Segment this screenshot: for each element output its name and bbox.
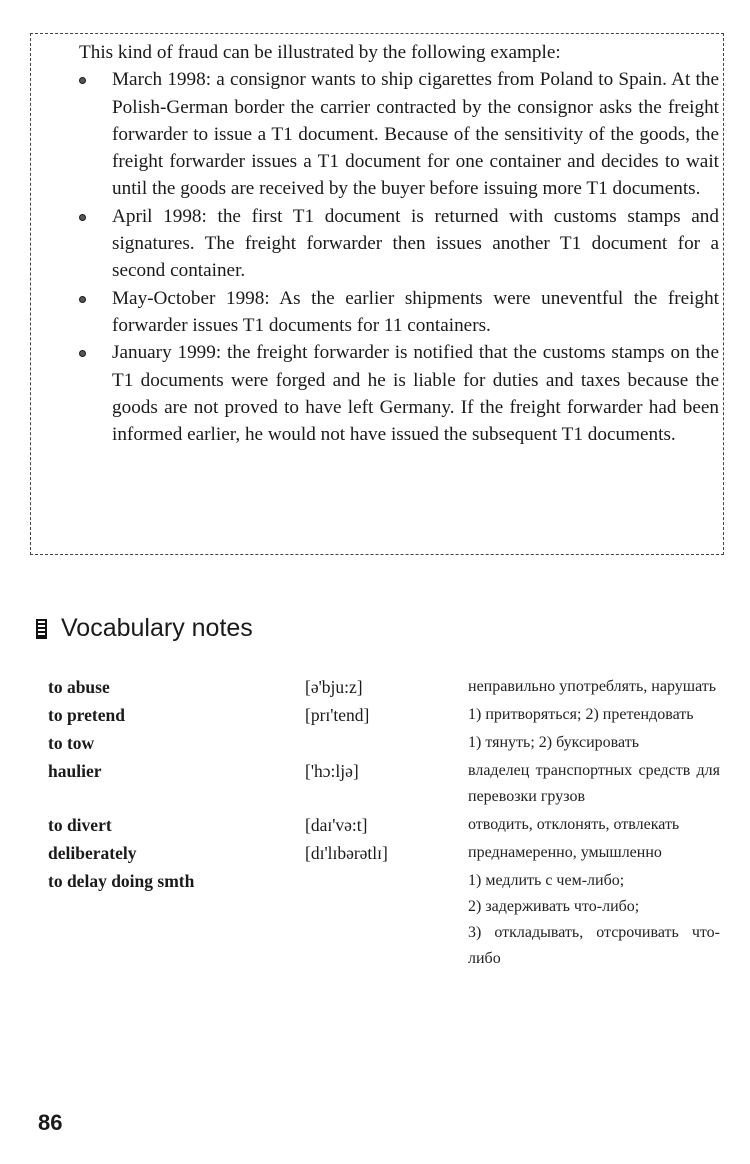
vocab-row <box>48 840 728 866</box>
vocab-meaning-line: отводить, отклонять, отвлекать <box>468 816 680 833</box>
vocab-meaning <box>468 702 720 728</box>
vocab-transcription: ['hɔ:ljə] <box>305 761 359 781</box>
vocab-meaning <box>468 840 720 866</box>
example-bullet <box>79 339 719 448</box>
vocab-row <box>48 868 728 972</box>
vocab-transcription: [dɪ'lɪbərətlɪ] <box>305 843 388 863</box>
vocab-transcription: [ə'bju:z] <box>305 677 363 697</box>
vocab-term: deliberately <box>48 843 137 863</box>
vocab-term: to pretend <box>48 705 125 725</box>
vocab-meaning-line: 2) задерживать что-либо; <box>468 898 640 915</box>
example-bullet-text: January 1999: the freight forwarder is notified that the customs stamps on the T1 documents were forged and he is liable for duties and taxes because the goods are not proved to have left Germany. If the freight forwarder had been informed earlier, he would not have issued the subsequent T1 documents. <box>112 342 719 446</box>
page-number: 86 <box>38 1110 63 1135</box>
example-intro: This kind of fraud can be illustrated by the following example: <box>79 42 561 63</box>
example-box <box>30 33 724 555</box>
vocab-meaning <box>468 812 720 838</box>
vocab-term: to tow <box>48 733 95 753</box>
vocab-meaning-line: преднамеренно, умышленно <box>468 844 662 861</box>
vocab-meaning <box>468 758 720 810</box>
vocab-meaning-line: неправильно употреблять, нарушать <box>468 678 717 695</box>
vocab-meaning-line: владелец транспортных средств для перевозки грузов <box>468 762 720 805</box>
vocab-meaning-line: 1) притворяться; 2) претендовать <box>468 706 694 723</box>
example-bullet-list <box>79 66 719 448</box>
vocab-meaning-line: 3) откладывать, отсрочивать что-либо <box>468 924 720 967</box>
vocab-row <box>48 758 728 810</box>
vocab-term: to delay doing smth <box>48 871 195 891</box>
section-marker-icon <box>36 619 47 639</box>
example-bullet <box>79 203 719 285</box>
section-heading <box>36 614 253 643</box>
vocab-meaning <box>468 674 720 700</box>
section-title: Vocabulary notes <box>61 614 253 642</box>
example-bullet-text: March 1998: a consignor wants to ship cigarettes from Poland to Spain. At the Polish-German border the carrier contracted by the consignor asks the freight forwarder to issue a T1 document. Because of the sensitivity of the goods, the freight forwarder issues a T1 document for one container and decides to wait until the goods are received by the buyer before issuing more T1 documents. <box>112 69 719 200</box>
example-bullet <box>79 285 719 340</box>
bullet-icon <box>79 77 86 84</box>
vocab-transcription: [prɪ'tend] <box>305 705 370 725</box>
bullet-icon <box>79 214 86 221</box>
vocabulary-list <box>48 674 728 972</box>
vocab-term: to divert <box>48 815 112 835</box>
vocab-meaning-line: 1) тянуть; 2) буксировать <box>468 734 639 751</box>
example-bullet <box>79 66 719 202</box>
vocab-meaning-line: 1) медлить с чем-либо; <box>468 872 625 889</box>
vocab-row <box>48 730 728 756</box>
bullet-icon <box>79 350 86 357</box>
vocab-meaning <box>468 868 720 972</box>
example-bullet-text: April 1998: the first T1 document is returned with customs stamps and signatures. The freight forwarder then issues another T1 document for a second container. <box>112 205 719 282</box>
bullet-icon <box>79 296 86 303</box>
vocab-row <box>48 702 728 728</box>
vocab-meaning <box>468 730 720 756</box>
vocab-transcription: [daɪ'və:t] <box>305 815 368 835</box>
vocab-row <box>48 812 728 838</box>
vocab-term: to abuse <box>48 677 110 697</box>
example-bullet-text: May-October 1998: As the earlier shipments were uneventful the freight forwarder issues T1 documents for 11 containers. <box>112 287 719 336</box>
example-box-content <box>79 39 719 448</box>
vocab-term: haulier <box>48 761 102 781</box>
vocab-row <box>48 674 728 700</box>
